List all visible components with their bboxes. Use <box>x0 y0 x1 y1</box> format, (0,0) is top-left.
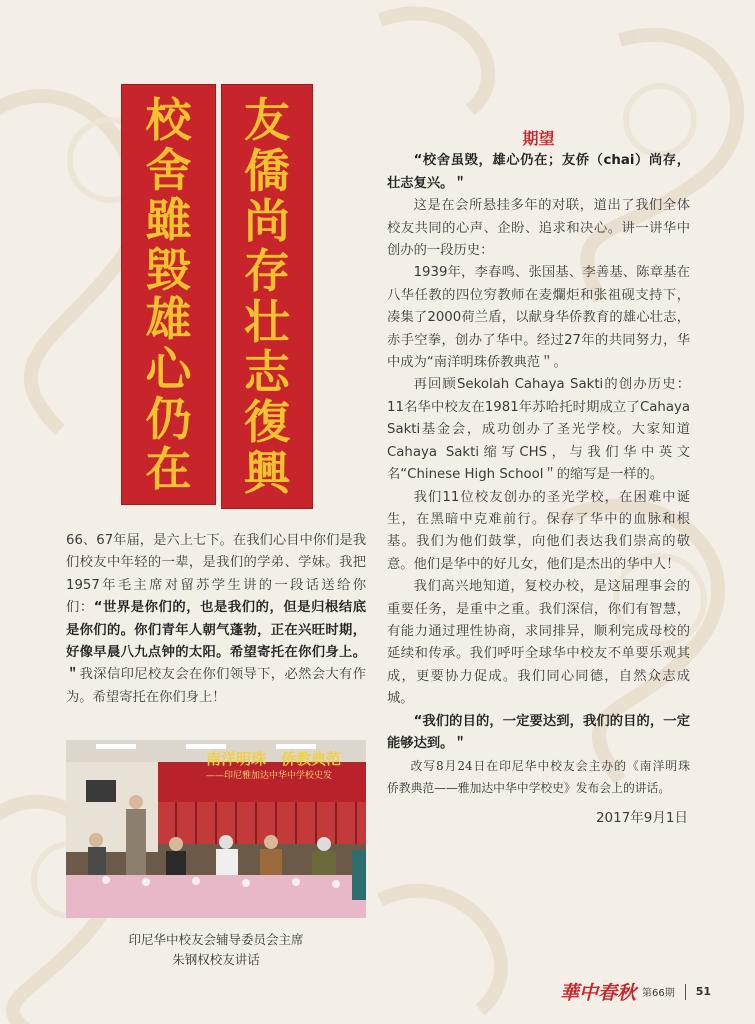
couplet-char: 志 <box>244 345 290 400</box>
magazine-logo: 華中春秋 <box>560 982 637 1004</box>
caption-line: 朱钢权校友讲话 <box>172 952 260 967</box>
body-text: 66、67年届，是六上七下。在我们心目中你们是我们校友中年轻的一辈，是我们的学弟、学妹。我把1957年毛主席对留苏学生讲的一段话送给你们： <box>66 533 366 616</box>
photo-banner-main: 南洋明珠 侨教典范 <box>206 750 342 768</box>
couplet-char: 雄 <box>145 292 192 347</box>
couplet-left-banner <box>121 84 216 505</box>
couplet-right-banner <box>221 84 313 509</box>
article-date: 2017年9月1日 <box>595 810 688 827</box>
body-paragraph: 这是在会所悬挂多年的对联，道出了我们全体校友共同的心声、企盼、追求和决心。讲一讲华中创办的一段历史： <box>387 198 690 259</box>
body-paragraph: 1939年，李春鸣、张国基、李善基、陈章基在八华任教的四位穷教师在麦爛炬和张祖砚支持下，凑集了2000荷兰盾，以献身华侨教育的雄心壮志，赤手空拳，创办了华中。经过27年的共同努力，华中成为“南洋明珠侨教典范＂。 <box>387 265 690 371</box>
couplet-char: 僑 <box>244 143 290 198</box>
couplet-char: 心 <box>145 342 192 397</box>
couplet-char: 尚 <box>244 193 290 248</box>
body-paragraph <box>66 530 366 709</box>
mao-quote: “世界是你们的，也是我们的，但是归根结底是你们的。你们青年人朝气蓬勃，正在兴旺时期，好像早晨八九点钟的太阳。希望寄托在你们身上。＂ <box>66 600 367 683</box>
couplet-char: 友 <box>244 93 290 148</box>
closing-quote: “我们的目的，一定要达到，我们的目的，一定能够达到。＂ <box>387 713 690 751</box>
body-paragraph: 我们高兴地知道，复校办校，是这届理事会的重要任务，是重中之重。我们深信，你们有智慧，有能力通过理性协商，求同排异，顺利完成母校的延续和传承。我们呼吁全球华中校友不单要乐观其成，更要协力促成。我们同心同德，自然众志成城。 <box>387 579 690 707</box>
editor-note: 改写8月24日在印尼华中校友会主办的《南洋明珠 侨教典范——雅加达中华中学校史》发布会上的讲话。 <box>387 759 702 796</box>
section-heading: 期望 <box>522 129 555 148</box>
photo-caption <box>66 930 366 970</box>
couplet-char: 在 <box>145 442 192 497</box>
couplet-char: 存 <box>244 244 290 299</box>
body-paragraph: 再回顾Sekolah Cahaya Sakti的创办历史：11名华中校友在1981年苏哈托时期成立了Cahaya Sakti基金会，成功创办了圣光学校。大家知道Cahaya Sakti缩写CHS，与我们华中英文名“Chinese High School＂的缩写是一样的。 <box>387 377 690 483</box>
couplet-char: 興 <box>244 445 290 500</box>
page-number: 51 <box>695 985 712 998</box>
couplet-quote: “校舍虽毁，雄心仍在；友侨（chai）尚存，壮志复兴。＂ <box>387 153 690 191</box>
issue-number: 第66期 <box>642 988 675 999</box>
photo-banner-sub: ——印尼雅加达中华中学校史发 <box>206 771 333 781</box>
body-paragraph: 我们11位校友创办的圣光学校，在困难中诞生，在黑暗中克难前行。保存了华中的血脉和根基。我们为他们鼓掌，向他们表达我们崇高的敬意。他们是华中的好儿女，他们是杰出的华中人！ <box>387 489 690 572</box>
body-text: 我深信印尼校友会在你们领导下，必然会大有作为。希望寄托在你们身上！ <box>66 667 367 705</box>
couplet-char: 校 <box>145 92 192 147</box>
couplet-char: 舍 <box>145 142 192 197</box>
event-photo <box>66 740 366 918</box>
couplet-char: 仍 <box>145 392 192 447</box>
page-footer <box>560 978 711 1005</box>
couplet-char: 雖 <box>145 192 192 247</box>
left-article-column <box>66 530 366 709</box>
couplet-char: 復 <box>244 395 290 450</box>
footer-divider <box>685 984 686 1000</box>
couplet-char: 毀 <box>145 242 192 297</box>
right-article-column <box>387 128 702 830</box>
caption-line: 印尼华中校友会辅导委员会主席 <box>128 932 304 947</box>
couplet-char: 壮 <box>244 294 290 349</box>
